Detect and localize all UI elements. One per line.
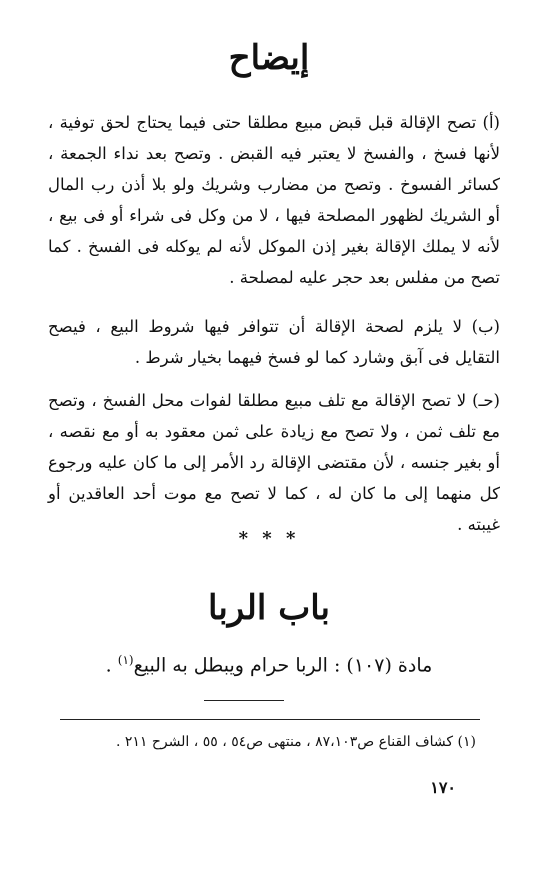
paragraph-a: (أ) تصح الإقالة قبل قبض مبيع مطلقا حتى فيما يحتاج لحق توفية ، لأنها فسخ ، والفسخ لا يعتبر فيه القبض . وتصح بعد نداء الجمعة ، كسائر الفسوخ . وتصح من مضارب وشريك ولو بلا أذن رب المال أو الشريك لظهور المصلحة فيها ، لا من وكل فى شراء أو فى بيع ، لأنه لا يملك الإقالة بغير إذن الموكل لأنه لم يوكله فى الفسخ . كما تصح من مفلس بعد حجر عليه لمصلحة . — [48, 113, 500, 287]
chapter-title: باب الربا — [207, 588, 331, 628]
paragraph-b: (ب) لا يلزم لصحة الإقالة أن تتوافر فيها شروط البيع ، فيصح التقايل فى آبق وشارد كما لو فسخ فيهما بخيار شرط . — [48, 317, 500, 367]
footnote-marker: (١) — [117, 653, 134, 667]
page-title: إيضاح — [228, 38, 310, 78]
article-end: . — [105, 654, 118, 677]
paragraph-c: (حـ) لا تصح الإقالة مع تلف مبيع مطلقا لفوات محل الفسخ ، وتصح مع تلف ثمن ، ولا تصح مع زيادة على ثمن معقود به أو مع نقصه ، أو بغير جنسه ، لأن مقتضى الإقالة رد الأمر إلى ما كان عليه ورجوع كل منهما إلى ما كان له ، كما لا تصح مع موت أحد العاقدين أو غيبته . — [48, 391, 500, 534]
article-line — [0, 653, 538, 676]
footnote: (١) كشاف القناع ص٨٧،١٠٣ ، منتهى ص٥٤ ، ٥٥ ، الشرح ٢١١ . — [115, 734, 476, 750]
footnote-divider — [60, 719, 480, 720]
article-text: مادة (١٠٧) : الربا حرام ويبطل به البيع — [133, 654, 433, 677]
short-divider — [204, 700, 284, 701]
page-number: ١٧٠ — [430, 778, 456, 797]
section-separator: * * * — [238, 528, 300, 549]
